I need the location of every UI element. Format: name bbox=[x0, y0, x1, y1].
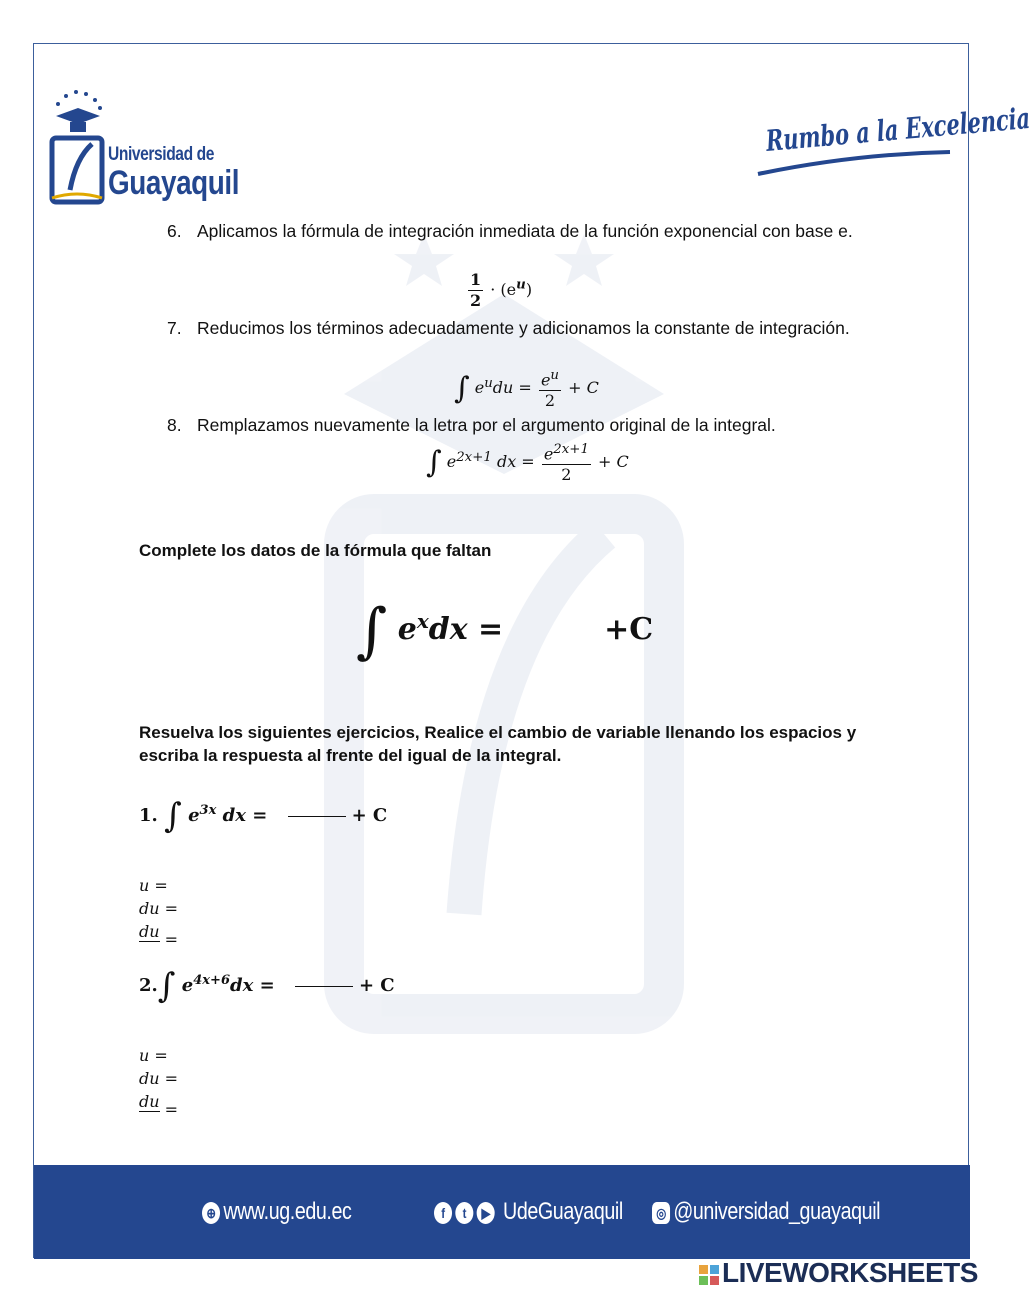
formula-superscript: u bbox=[484, 375, 493, 391]
complete-heading: Complete los datos de la fórmula que faltan bbox=[139, 541, 492, 560]
formula-plus-c: +C bbox=[604, 612, 654, 647]
formula-numerator-sup: u bbox=[550, 368, 559, 383]
liveworksheets-icon bbox=[698, 1264, 722, 1286]
worksheet-page bbox=[33, 43, 1031, 1258]
step-number: 6. bbox=[167, 221, 182, 241]
formula-base: e bbox=[188, 805, 200, 826]
formula-denominator: 2 bbox=[561, 465, 572, 485]
formula-base: e bbox=[474, 378, 485, 398]
du-frac-eq: = bbox=[164, 1100, 179, 1119]
formula-dx: dx = bbox=[428, 612, 504, 647]
du-line: du = bbox=[139, 1069, 179, 1088]
youtube-icon: ▶ bbox=[477, 1202, 495, 1224]
formula-denominator: 2 bbox=[470, 291, 482, 310]
du-frac: du bbox=[139, 1092, 160, 1111]
liveworksheets-text: LIVEWORKSHEETS bbox=[722, 1257, 978, 1288]
integral-sign: ∫ bbox=[356, 596, 388, 666]
university-logo-icon bbox=[48, 86, 108, 208]
step-number: 7. bbox=[167, 318, 182, 338]
exercise-1-variables bbox=[139, 874, 178, 951]
integral-sign: ∫ bbox=[426, 445, 442, 481]
exercise-label: 2. bbox=[139, 975, 158, 996]
formula-numerator: 1 bbox=[470, 270, 482, 289]
formula-numerator: e bbox=[543, 444, 554, 464]
exercise-2 bbox=[139, 966, 395, 1006]
complete-formula bbox=[356, 596, 653, 666]
twitter-icon: t bbox=[455, 1202, 473, 1224]
university-name-line1: Universidad de bbox=[108, 144, 214, 165]
formula-base: e bbox=[181, 975, 194, 996]
exercise-1 bbox=[139, 796, 387, 836]
du-frac: du bbox=[139, 922, 160, 941]
globe-icon: ⊕ bbox=[202, 1202, 220, 1224]
social-name-text: UdeGuayaquil bbox=[503, 1198, 623, 1225]
footer-instagram[interactable] bbox=[652, 1198, 880, 1226]
step-text: Aplicamos la fórmula de integración inmediata de la función exponencial con base e. bbox=[197, 221, 853, 241]
step-text: Reducimos los términos adecuadamente y adicionamos la constante de integración. bbox=[197, 318, 850, 338]
exercises-heading: Resuelva los siguientes ejercicios, Realice el cambio de variable llenando los espacios y escriba la respuesta al frente del igual de la integral. bbox=[139, 723, 857, 765]
formula-base: e bbox=[397, 612, 417, 647]
exercise-label: 1. bbox=[139, 805, 158, 826]
du-frac-line bbox=[139, 920, 178, 951]
footer-website[interactable] bbox=[202, 1198, 351, 1226]
du-frac-eq: = bbox=[164, 930, 179, 949]
footer-social[interactable] bbox=[434, 1198, 623, 1226]
formula-dx: dx = bbox=[222, 805, 268, 826]
u-line: u = bbox=[139, 876, 168, 895]
formula-step-8 bbox=[426, 440, 629, 485]
formula-dx: dx = bbox=[496, 452, 535, 472]
formula-superscript: u bbox=[516, 276, 526, 293]
instagram-icon: ◎ bbox=[652, 1202, 670, 1224]
formula-close: ) bbox=[525, 280, 533, 299]
formula-numerator: e bbox=[540, 370, 551, 390]
university-name-line2: Guayaquil bbox=[108, 164, 240, 202]
formula-du: du = bbox=[492, 378, 532, 398]
formula-step-7 bbox=[454, 366, 599, 411]
formula-plus-c: + C bbox=[358, 975, 395, 996]
u-line: u = bbox=[139, 1046, 168, 1065]
integral-sign: ∫ bbox=[164, 796, 182, 836]
formula-superscript: 3x bbox=[199, 803, 217, 818]
step-text: Remplazamos nuevamente la letra por el argumento original de la integral. bbox=[197, 415, 776, 435]
footer-bar bbox=[34, 1165, 970, 1259]
slogan-swoosh-icon bbox=[754, 148, 954, 178]
du-line: du = bbox=[139, 899, 179, 918]
formula-numerator-sup: 2x+1 bbox=[553, 442, 589, 457]
integral-sign: ∫ bbox=[454, 371, 470, 407]
formula-plus-c: + C bbox=[351, 805, 388, 826]
website-text: www.ug.edu.ec bbox=[223, 1198, 352, 1225]
integral-sign: ∫ bbox=[157, 966, 176, 1006]
formula-superscript: 2x+1 bbox=[456, 449, 492, 465]
formula-plus-c: + C bbox=[568, 378, 599, 398]
formula-rest: · (e bbox=[490, 280, 517, 299]
du-frac-line bbox=[139, 1090, 178, 1121]
formula-plus-c: + C bbox=[598, 452, 629, 472]
formula-base: e bbox=[446, 452, 457, 472]
instagram-text: @universidad_guayaquil bbox=[673, 1198, 881, 1225]
slogan: Rumbo a la Excelencia bbox=[764, 100, 1031, 158]
answer-blank[interactable] bbox=[288, 816, 346, 817]
formula-superscript: 4x+6 bbox=[193, 973, 230, 988]
formula-superscript: x bbox=[416, 609, 429, 633]
liveworksheets-logo bbox=[698, 1257, 978, 1289]
step-number: 8. bbox=[167, 415, 182, 435]
formula-dx: dx = bbox=[229, 975, 275, 996]
answer-blank[interactable] bbox=[295, 986, 353, 987]
formula-step-6 bbox=[466, 270, 532, 311]
formula-denominator: 2 bbox=[544, 391, 556, 411]
facebook-icon: f bbox=[434, 1202, 452, 1224]
exercise-2-variables bbox=[139, 1044, 178, 1121]
